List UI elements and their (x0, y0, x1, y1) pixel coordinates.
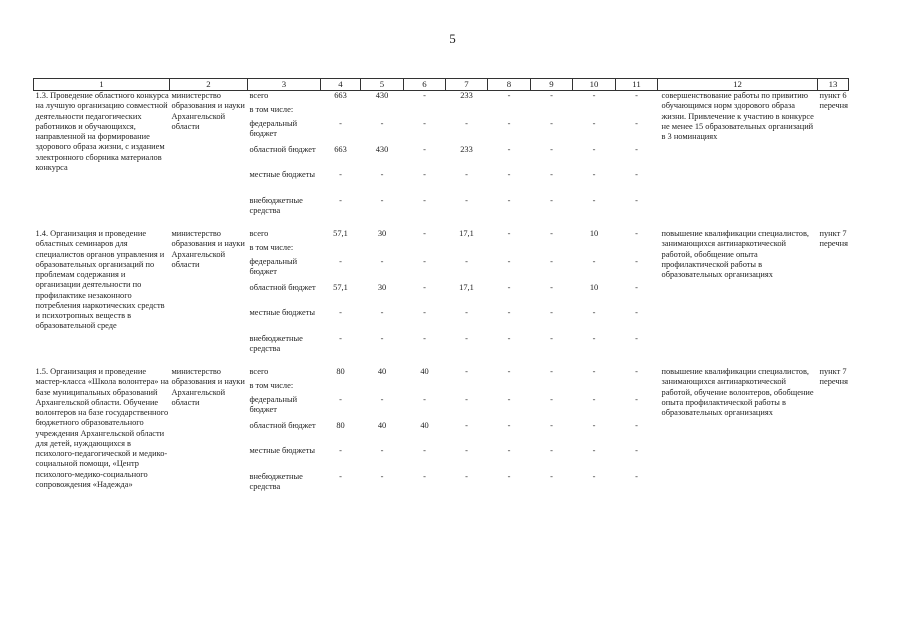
funding-value: 80 (336, 420, 345, 430)
column-header: 7 (446, 79, 488, 91)
funding-source-label: федеральный бюджет (249, 257, 298, 277)
funding-value: - (423, 257, 426, 266)
funding-value: - (507, 195, 511, 205)
funding-value: - (465, 446, 468, 455)
funding-value: 10 (589, 282, 599, 292)
funding-value: - (339, 195, 342, 205)
funding-value (573, 105, 616, 119)
expected-result: повышение квалификации специалистов, занимающихся антинаркотической работой, обучение волонтеров, обобщение опыта профилактической работы в образовательных организациях (661, 367, 814, 417)
funding-value (321, 243, 361, 257)
funding-value: - (380, 395, 384, 404)
funding-value: - (592, 257, 596, 266)
funding-value (446, 381, 488, 395)
funding-value: - (507, 471, 511, 481)
funding-value: 40 (420, 367, 429, 376)
funding-value: - (550, 395, 553, 404)
funding-source-label: всего (249, 229, 269, 238)
funding-value: - (423, 229, 426, 238)
funding-value: - (592, 367, 596, 376)
spacer-cell (34, 359, 849, 367)
funding-value: - (380, 257, 384, 266)
funding-value: - (635, 229, 638, 238)
funding-source-label: местные бюджеты (249, 308, 316, 317)
funding-source-label: федеральный бюджет (249, 119, 298, 139)
funding-value: - (339, 395, 342, 404)
funding-value (488, 381, 531, 395)
funding-value (361, 381, 404, 395)
column-header: 9 (531, 79, 573, 91)
table-row (34, 229, 849, 243)
funding-value: - (507, 333, 511, 343)
funding-value: - (507, 91, 511, 100)
funding-value: - (507, 395, 511, 404)
funding-value: - (465, 308, 468, 317)
funding-value: - (507, 446, 511, 455)
funding-value (404, 243, 446, 257)
funding-value: - (380, 195, 384, 205)
funding-value: 233 (460, 91, 473, 100)
funding-source-label: областной бюджет (249, 282, 316, 292)
funding-source-label: федеральный бюджет (249, 395, 298, 415)
column-header: 6 (404, 79, 446, 91)
funding-value: - (592, 446, 596, 455)
funding-value: - (592, 395, 596, 404)
funding-value: - (635, 420, 638, 430)
funding-source-label: областной бюджет (249, 420, 316, 430)
funding-value (616, 105, 658, 119)
measure-title: 1.3. Проведение областного конкурса на лучшую организацию совместной деятельности педагогических работников и обучающихся, направленной на формирование здорового образа жизни, с изданием электронного сборника материалов конкурса (35, 91, 169, 172)
funding-source-label: местные бюджеты (249, 170, 316, 179)
funding-value (531, 243, 573, 257)
funding-value: - (339, 471, 342, 481)
executor: министерство образования и науки Архангельской области (171, 229, 245, 269)
funding-value: - (423, 282, 426, 292)
row-spacer (34, 221, 849, 229)
funding-value: 40 (377, 367, 387, 376)
funding-value: 10 (589, 229, 599, 238)
funding-value: 30 (377, 282, 387, 292)
funding-value: - (592, 195, 596, 205)
funding-value: - (380, 446, 384, 455)
funding-value: 17,1 (459, 229, 474, 238)
funding-value: 17,1 (459, 282, 474, 292)
funding-value: - (507, 257, 511, 266)
funding-value: - (423, 170, 426, 179)
funding-value: - (339, 308, 342, 317)
funding-value: - (339, 119, 342, 128)
column-header: 2 (170, 79, 248, 91)
funding-value: - (380, 119, 384, 128)
funding-value: - (635, 195, 638, 205)
funding-value: - (339, 170, 342, 179)
funding-value: - (423, 333, 426, 343)
funding-value (404, 105, 446, 119)
funding-value: - (423, 144, 426, 154)
funding-value: - (550, 119, 553, 128)
funding-value: - (592, 471, 596, 481)
funding-value: - (550, 91, 553, 100)
funding-value (321, 381, 361, 395)
funding-value: - (507, 119, 511, 128)
funding-value: - (465, 420, 468, 430)
funding-value: - (550, 257, 553, 266)
funding-value: - (507, 170, 511, 179)
measure-title: 1.5. Организация и проведение мастер-класса «Школа волонтера» на базе муниципальных образований Архангельской области. Обучение волонтеров на базе государственного бюджетного образовательного учреждения Архангельской области для детей, нуждающихся в психолого-педагогической и медико-социальной помощи, «Центр психолого-медико-социального сопровождения «Надежда» (35, 367, 169, 489)
funding-value: - (380, 308, 384, 317)
funding-value: - (550, 367, 553, 376)
funding-value: 40 (420, 420, 429, 430)
funding-value: - (635, 144, 638, 154)
funding-value: - (339, 446, 342, 455)
column-header: 5 (361, 79, 404, 91)
funding-value (488, 243, 531, 257)
funding-source-label: областной бюджет (249, 144, 316, 154)
funding-value: - (635, 367, 638, 376)
funding-value: 663 (334, 91, 347, 100)
funding-value (321, 105, 361, 119)
funding-value: - (592, 333, 596, 343)
executor: министерство образования и науки Архангельской области (171, 91, 245, 131)
header-row (34, 79, 849, 91)
funding-source-label: в том числе: (249, 105, 294, 114)
funding-value: 40 (377, 420, 387, 430)
funding-value: 57,1 (333, 229, 348, 238)
funding-value: - (507, 282, 511, 292)
funding-value: 430 (375, 91, 389, 100)
funding-value: - (635, 471, 638, 481)
funding-value: - (592, 170, 596, 179)
funding-value (361, 105, 404, 119)
funding-value (404, 381, 446, 395)
funding-value: - (423, 446, 426, 455)
funding-value (488, 105, 531, 119)
table-body (34, 91, 849, 498)
funding-value: - (550, 282, 553, 292)
funding-value: - (550, 144, 553, 154)
funding-value: - (592, 119, 596, 128)
measure-title: 1.4. Организация и проведение областных семинаров для специалистов органов управления и образовательных организаций по проблемам содержания и организации деятельности по профилактике незаконного потребления наркотических средств и психотропных веществ в образовательной среде (35, 229, 165, 331)
funding-value: - (423, 308, 426, 317)
column-header: 10 (573, 79, 616, 91)
funding-source-label: местные бюджеты (249, 446, 316, 455)
funding-value: - (635, 282, 638, 292)
funding-value: - (592, 308, 596, 317)
column-header: 8 (488, 79, 531, 91)
spacer-cell (34, 221, 849, 229)
funding-value: - (635, 308, 638, 317)
funding-value: 80 (336, 367, 345, 376)
funding-value (616, 381, 658, 395)
funding-value: - (465, 257, 468, 266)
funding-value: - (550, 420, 553, 430)
funding-value: - (423, 195, 426, 205)
column-header: 4 (321, 79, 361, 91)
funding-value (361, 243, 404, 257)
funding-value (573, 243, 616, 257)
funding-value: - (592, 420, 596, 430)
funding-value: - (635, 257, 638, 266)
funding-value: 430 (375, 144, 389, 154)
funding-value: - (465, 170, 468, 179)
funding-value: - (465, 195, 468, 205)
funding-value: - (380, 170, 384, 179)
funding-source-label: внебюджетные средства (249, 195, 303, 215)
funding-value: - (380, 471, 384, 481)
funding-source-label: внебюджетные средства (249, 333, 303, 353)
funding-source-label: в том числе: (249, 243, 294, 252)
funding-value (573, 381, 616, 395)
column-header: 1 (34, 79, 170, 91)
column-header: 12 (658, 79, 818, 91)
program-table (33, 78, 849, 497)
funding-value: - (465, 367, 468, 376)
funding-value: - (550, 229, 553, 238)
funding-value: - (380, 333, 384, 343)
executor: министерство образования и науки Архангельской области (171, 367, 245, 407)
funding-value: 233 (460, 144, 473, 154)
expected-result: повышение квалификации специалистов, занимающихся антинаркотической работой, обобщение опыта профилактической работы в образовательных организациях (661, 229, 809, 279)
funding-value: - (550, 308, 553, 317)
funding-value: - (507, 308, 511, 317)
funding-source-label: всего (249, 91, 269, 100)
funding-value (446, 243, 488, 257)
funding-value: - (423, 119, 426, 128)
row-spacer (34, 359, 849, 367)
funding-value: - (423, 471, 426, 481)
funding-value (616, 243, 658, 257)
funding-value: - (635, 333, 638, 343)
funding-value: - (635, 119, 638, 128)
reference: пункт 7 перечня (819, 229, 848, 249)
table-row (34, 91, 849, 106)
reference: пункт 7 перечня (819, 367, 848, 387)
funding-value: 30 (377, 229, 387, 238)
funding-value: - (465, 333, 468, 343)
funding-value: - (550, 195, 553, 205)
funding-value: - (507, 229, 511, 238)
funding-value: - (635, 91, 638, 100)
funding-value: - (423, 395, 426, 404)
funding-value: - (339, 257, 342, 266)
funding-value: - (550, 170, 553, 179)
funding-value: - (507, 144, 511, 154)
funding-value (531, 105, 573, 119)
page-number: 5 (449, 31, 456, 46)
funding-value: - (465, 119, 468, 128)
funding-value: 663 (334, 144, 347, 154)
column-header: 13 (818, 79, 849, 91)
column-header: 11 (616, 79, 658, 91)
funding-value: 57,1 (333, 282, 348, 292)
expected-result: совершенствование работы по привитию обучающимся норм здорового образа жизни. Привлечение к участию в конкурсе не менее 15 образовательных организаций в 3 номинациях (661, 91, 814, 141)
funding-value: - (465, 471, 468, 481)
funding-source-label: внебюджетные средства (249, 471, 303, 491)
funding-value: - (635, 395, 638, 404)
funding-source-label: всего (249, 367, 269, 376)
funding-value: - (339, 333, 342, 343)
funding-value: - (635, 170, 638, 179)
funding-value: - (592, 144, 596, 154)
funding-value: - (550, 446, 553, 455)
funding-value: - (507, 367, 511, 376)
funding-value: - (507, 420, 511, 430)
funding-value: - (592, 91, 596, 100)
funding-source-label: в том числе: (249, 381, 294, 390)
reference: пункт 6 перечня (819, 91, 848, 111)
funding-value (531, 381, 573, 395)
table-row (34, 367, 849, 381)
funding-value: - (423, 91, 426, 100)
funding-value: - (550, 471, 553, 481)
funding-value: - (550, 333, 553, 343)
column-header: 3 (248, 79, 321, 91)
funding-value (446, 105, 488, 119)
funding-value: - (635, 446, 638, 455)
funding-value: - (465, 395, 468, 404)
